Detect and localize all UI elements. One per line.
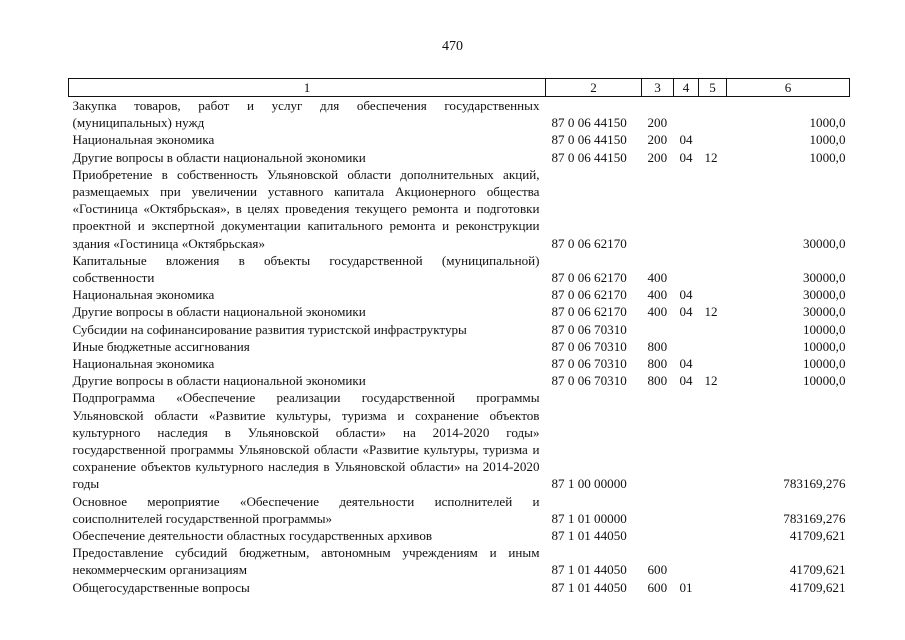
row-col4-cell: 04 [679,304,693,320]
row-code-cell: 87 1 01 44050 [551,579,627,595]
row-col5-cell [699,252,727,286]
row-code-cell: 87 0 06 62170 [551,270,627,286]
column-header-4: 4 [674,79,699,97]
row-code-cell: 87 1 01 44050 [551,562,627,578]
row-col4-cell [674,166,699,252]
row-name-cell: Основное мероприятие «Обеспечение деятельности исполнителей и соисполнителей государственной программы» [72,493,540,526]
row-col5-cell [699,527,727,544]
table-row [69,97,850,132]
table-row [69,493,850,527]
row-name-cell: Иные бюджетные ассигнования [72,338,250,354]
row-col5-cell [699,286,727,303]
row-code-cell: 87 0 06 44150 [551,132,627,148]
row-code-cell: 87 1 00 00000 [551,476,627,492]
row-col4-cell [674,389,699,492]
row-name-cell: Предоставление субсидий бюджетным, автономным учреждениям и иным некоммерческим организациям [72,545,540,578]
row-col5-cell [699,97,727,132]
row-code-cell: 87 0 06 70310 [551,356,627,372]
row-code-cell: 87 0 06 62170 [551,304,627,320]
row-code-cell: 87 0 06 62170 [551,287,627,303]
row-code-cell: 87 1 01 00000 [551,510,627,526]
row-col5-cell: 12 [704,304,718,320]
column-header-1: 1 [69,79,546,97]
row-amount-cell: 41709,621 [789,528,846,544]
row-col3-cell: 200 [647,115,668,131]
row-col5-cell: 12 [704,149,718,165]
row-code-cell: 87 0 06 70310 [551,373,627,389]
row-code-cell: 87 0 06 70310 [551,321,627,337]
row-col5-cell [699,355,727,372]
page-number: 470 [442,39,463,54]
row-col4-cell [674,527,699,544]
row-col4-cell [674,321,699,338]
row-amount-cell: 1000,0 [809,149,846,165]
row-col4-cell: 04 [679,356,693,372]
row-col3-cell: 200 [647,149,668,165]
row-col3-cell [642,527,674,544]
table-row [69,355,850,372]
row-code-cell: 87 1 01 44050 [551,528,627,544]
table-row [69,149,850,166]
table-row [69,252,850,286]
row-col5-cell: 12 [704,373,718,389]
row-name-cell: Капитальные вложения в объекты государственной (муниципальной) собственности [72,252,540,286]
budget-table [68,78,850,596]
row-amount-cell: 783169,276 [783,476,846,492]
row-name-cell: Национальная экономика [72,287,215,303]
row-col5-cell [699,321,727,338]
row-col3-cell: 400 [647,287,668,303]
row-col4-cell [674,338,699,355]
table-row [69,579,850,596]
table-body [69,97,850,596]
row-col5-cell [699,338,727,355]
row-name-cell: Национальная экономика [72,132,215,148]
row-col3-cell [642,493,674,527]
column-header-3: 3 [642,79,674,97]
table-row [69,389,850,492]
row-amount-cell: 30000,0 [802,304,846,320]
row-name-cell: Субсидии на софинансирование развития туристской инфраструктуры [72,321,467,337]
row-amount-cell: 783169,276 [783,510,846,526]
row-col5-cell [699,579,727,596]
table-row [69,338,850,355]
row-col5-cell [699,493,727,527]
row-col3-cell [642,166,674,252]
row-name-cell: Закупка товаров, работ и услуг для обеспечения государственных (муниципальных) нужд [72,98,540,131]
row-amount-cell: 41709,621 [789,579,846,595]
row-col4-cell: 01 [679,579,693,595]
row-col3-cell [642,321,674,338]
row-col5-cell [699,389,727,492]
row-amount-cell: 30000,0 [802,270,846,286]
row-col4-cell: 04 [679,287,693,303]
row-col3-cell: 400 [647,304,668,320]
table-row [69,372,850,389]
row-col4-cell: 04 [679,373,693,389]
row-name-cell: Национальная экономика [72,356,215,372]
table-row [69,131,850,148]
row-col3-cell: 800 [647,373,668,389]
row-name-cell: Приобретение в собственность Ульяновской области дополнительных акций, размещаемых при увеличении уставного капитала Акционерного общества «Гостиница «Октябрьская», в целях проведения текущего ремонта и подготовки проектной и экспертной документации капитального ремонта и реконструкции здания «Гостиница «Октябрьская» [72,166,540,251]
row-amount-cell: 10000,0 [802,356,846,372]
row-col3-cell: 600 [647,562,668,578]
row-amount-cell: 1000,0 [809,132,846,148]
row-col3-cell: 800 [647,356,668,372]
row-col4-cell: 04 [679,132,693,148]
row-name-cell: Другие вопросы в области национальной экономики [72,149,366,165]
row-col4-cell [674,544,699,578]
row-amount-cell: 41709,621 [789,562,846,578]
row-amount-cell: 1000,0 [809,115,846,131]
row-col5-cell [699,544,727,578]
row-col4-cell: 04 [679,149,693,165]
row-amount-cell: 10000,0 [802,321,846,337]
row-code-cell: 87 0 06 44150 [551,115,627,131]
row-col3-cell: 200 [647,132,668,148]
table-row [69,286,850,303]
column-header-5: 5 [699,79,727,97]
table-row [69,303,850,320]
table-row [69,544,850,578]
row-name-cell: Подпрограмма «Обеспечение реализации государственной программы Ульяновской области «Развитие культуры, туризма и сохранение объектов культурного наследия в Ульяновской области» на 2014-2020 годы» государственной программы Ульяновской области «Развитие культуры, туризма и сохранение объектов культурного наследия в Ульяновской области» на 2014-2020 годы [72,390,540,492]
table-header-row [69,79,850,97]
column-header-6: 6 [727,79,850,97]
row-name-cell: Обеспечение деятельности областных государственных архивов [72,528,433,544]
row-code-cell: 87 0 06 62170 [551,235,627,251]
table-row [69,321,850,338]
row-code-cell: 87 0 06 44150 [551,149,627,165]
row-name-cell: Другие вопросы в области национальной экономики [72,373,366,389]
row-col4-cell [674,97,699,132]
row-col5-cell [699,166,727,252]
table-row [69,166,850,252]
table-row [69,527,850,544]
row-amount-cell: 10000,0 [802,338,846,354]
row-col3-cell: 400 [647,270,668,286]
row-col4-cell [674,252,699,286]
row-col5-cell [699,131,727,148]
row-col3-cell [642,389,674,492]
row-amount-cell: 30000,0 [802,287,846,303]
row-col3-cell: 600 [647,579,668,595]
row-name-cell: Общегосударственные вопросы [72,579,250,595]
column-header-2: 2 [546,79,642,97]
row-name-cell: Другие вопросы в области национальной экономики [72,304,366,320]
row-code-cell: 87 0 06 70310 [551,338,627,354]
row-col4-cell [674,493,699,527]
row-amount-cell: 30000,0 [802,235,846,251]
row-col3-cell: 800 [647,338,668,354]
row-amount-cell: 10000,0 [802,373,846,389]
